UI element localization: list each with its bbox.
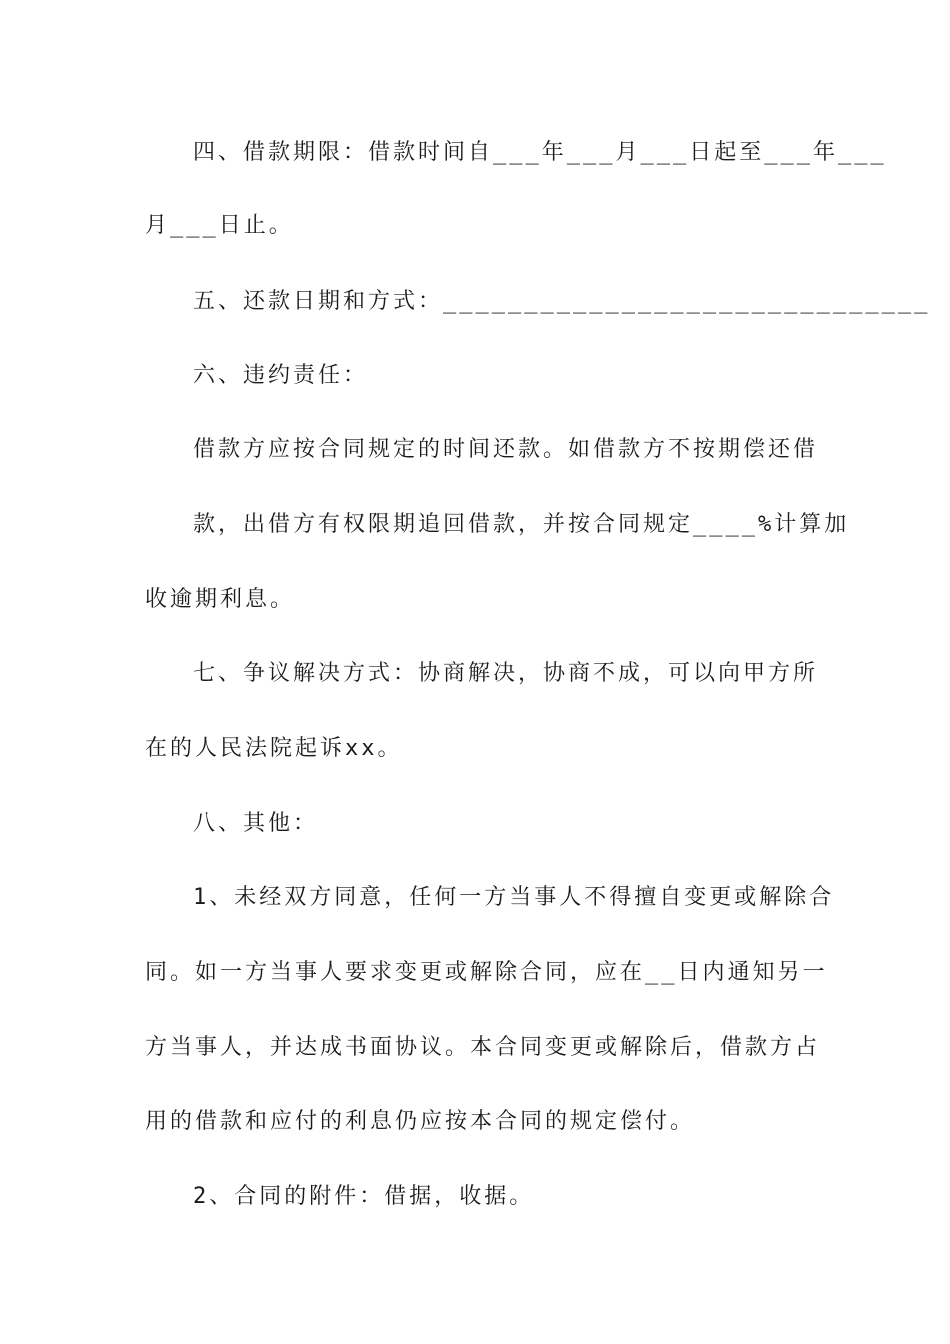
clause-8-item-2: 2、合同的附件：借据，收据。 — [193, 1184, 535, 1209]
clause-8-item-1-line-1: 1、未经双方同意，任何一方当事人不得擅自变更或解除合 — [193, 885, 835, 910]
clause-6-text-line-3: 收逾期利息。 — [145, 587, 296, 612]
clause-8-item-1-line-3: 方当事人，并达成书面协议。本合同变更或解除后，借款方占 — [145, 1035, 821, 1060]
clause-8-item-1-line-2: 同。如一方当事人要求变更或解除合同，应在__日内通知另一 — [145, 960, 828, 985]
clause-8-item-1-line-4: 用的借款和应付的利息仍应按本合同的规定偿付。 — [145, 1109, 696, 1134]
clause-6-heading: 六、违约责任： — [193, 363, 369, 388]
clause-6-text-line-2: 款，出借方有权限期追回借款，并按合同规定____%计算加 — [193, 512, 850, 537]
clause-6-text-line-1: 借款方应按合同规定的时间还款。如借款方不按期偿还借 — [193, 437, 819, 462]
clause-5-repayment: 五、还款日期和方式：______________________________ — [193, 289, 931, 314]
clause-7-dispute-line-2: 在的人民法院起诉xx。 — [145, 736, 403, 761]
clause-4-loan-term-line-1: 四、借款期限：借款时间自___年___月___日起至___年___ — [193, 140, 887, 165]
clause-7-dispute-line-1: 七、争议解决方式：协商解决，协商不成，可以向甲方所 — [193, 661, 819, 686]
clause-4-loan-term-line-2: 月___日止。 — [145, 213, 294, 238]
clause-8-heading: 八、其他： — [193, 811, 319, 836]
